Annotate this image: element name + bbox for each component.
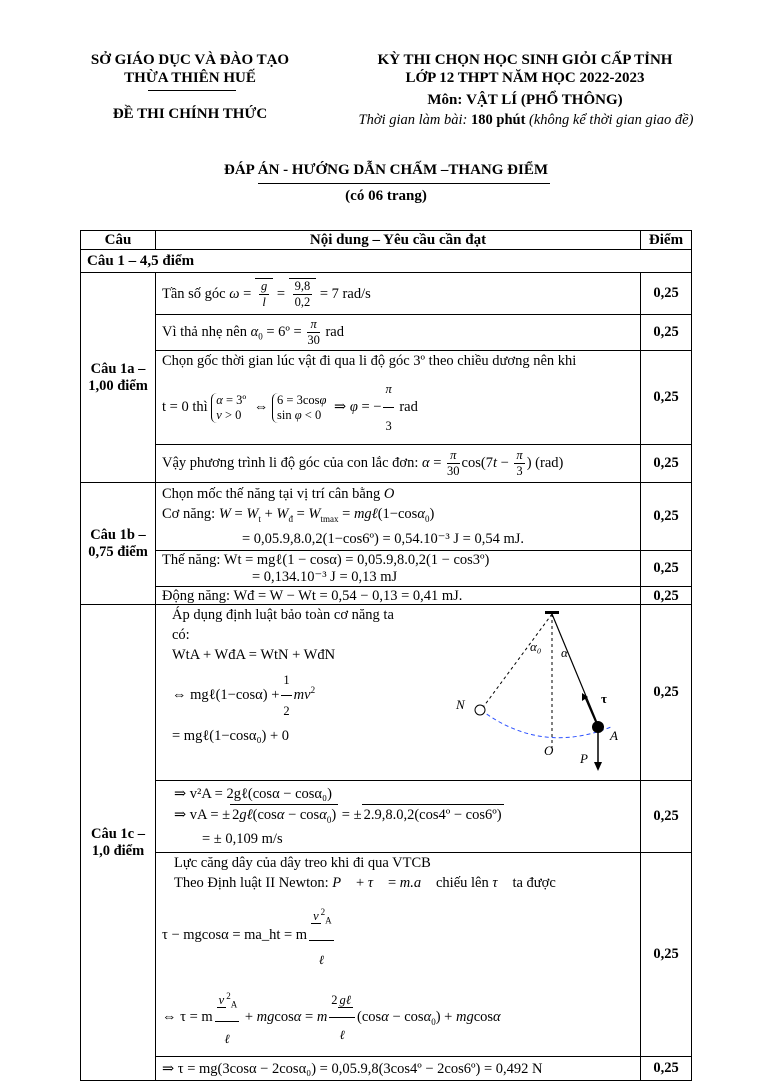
row-unit: rad bbox=[325, 323, 344, 340]
row-content bbox=[156, 551, 641, 587]
row-text: Chọn mốc thế năng tại vị trí cân bằng bbox=[162, 486, 381, 503]
table-header-row bbox=[81, 231, 692, 250]
row-text: τ − mgcosα = ma_ht = m bbox=[162, 927, 308, 944]
row-score: 0,25 bbox=[641, 483, 692, 551]
row-score: 0,25 bbox=[641, 551, 692, 587]
title-underline bbox=[258, 183, 550, 184]
header-divider bbox=[148, 90, 236, 91]
table-row bbox=[81, 551, 692, 587]
row-text: = 0,05.9,8.0,2(1−cos6º) = 0,54.10⁻³ J = 0,54 mJ. bbox=[242, 530, 525, 547]
row-score: 0,25 bbox=[641, 445, 692, 483]
row-text: = mgℓ(1−cosα₀) + 0 bbox=[172, 728, 290, 744]
row-text: có: bbox=[172, 627, 190, 643]
row-text: Vì thả nhẹ nên bbox=[162, 323, 247, 340]
section-row bbox=[81, 250, 692, 273]
subject-line bbox=[320, 92, 730, 109]
col-content: Nội dung – Yêu cầu cần đạt bbox=[156, 231, 641, 250]
question-1b: Câu 1b – 0,75 điểm bbox=[81, 483, 156, 605]
row-var: O bbox=[383, 486, 395, 503]
question-1a: Câu 1a – 1,00 điểm bbox=[81, 273, 156, 483]
row-score: 0,25 bbox=[641, 853, 692, 1057]
table-row bbox=[81, 587, 692, 605]
time-line bbox=[316, 112, 736, 129]
row-text: Vậy phương trình li độ góc của con lắc đơn: bbox=[162, 454, 419, 471]
row-text: Tần số góc bbox=[162, 285, 226, 302]
row-text: chiếu lên bbox=[436, 875, 489, 891]
row-content: Chọn mốc thế năng tại vị trí cân bằng O Cơ năng: $W = W_t + W_đ = W_{tmax}$ = mgℓ(1−cosα$_0$) = 0,05.9,8.0,2(1−cos6º) = 0,54.10⁻³ J = 0,54 mJ. bbox=[156, 483, 641, 551]
col-score: Điểm bbox=[641, 231, 692, 250]
row-text: Theo Định luật II Newton: bbox=[174, 875, 329, 891]
row-text: Chọn gốc thời gian lúc vật đi qua li độ góc 3º theo chiều dương nên khi bbox=[162, 353, 577, 369]
row-content: ⇒ v²A = 2gℓ(cosα − cosα₀) ⇒ vA = ± 2gℓ(cosα − cosα$_0$) = ± 2.9,8.0,2(cos4º − cos6º) = ± 0,109 m/s bbox=[156, 781, 641, 853]
row-text: WtA + WđA = WtN + WđN bbox=[172, 647, 336, 663]
diagram-label-alpha: α bbox=[561, 645, 568, 660]
row-text: ta được bbox=[512, 875, 556, 891]
row-score: 0,25 bbox=[641, 351, 692, 445]
table-row bbox=[81, 351, 692, 445]
row-unit: rad bbox=[399, 398, 418, 415]
row-text: Thế năng: bbox=[162, 551, 221, 568]
table-row bbox=[81, 1057, 692, 1081]
table-row bbox=[81, 445, 692, 483]
row-score: 0,25 bbox=[641, 273, 692, 315]
table-row bbox=[81, 853, 692, 1057]
pendulum-diagram bbox=[441, 605, 631, 781]
row-text: = 0,134.10⁻³ J = 0,13 mJ bbox=[252, 568, 398, 585]
exam-grade: LỚP 12 THPT NĂM HỌC 2022-2023 bbox=[405, 70, 645, 86]
official-exam-label: ĐỀ THI CHÍNH THỨC bbox=[112, 106, 268, 122]
diagram-label-alpha0: α₀ bbox=[530, 639, 542, 654]
page-count: (có 06 trang) bbox=[345, 188, 427, 204]
row-content: Chọn gốc thời gian lúc vật đi qua li độ góc 3º theo chiều dương nên khi t = 0 thì α = 3º v > 0 ⇔ 6 = 3cosφ sin φ < 0 ⇒ φ = − $\frac{\pi}{3}$ rad bbox=[156, 351, 641, 445]
row-text: ⇔ mgℓ(1−cosα) + bbox=[172, 686, 280, 703]
table-row bbox=[81, 483, 692, 551]
row-content: Tần số góc ω = $\frac{g}{l}$ = $\frac{9,8}{0,2}$ = 7 rad/s bbox=[156, 273, 641, 315]
answer-table bbox=[80, 230, 692, 1081]
row-text: t = 0 thì bbox=[162, 398, 208, 415]
time-label: Thời gian làm bài: bbox=[358, 112, 468, 128]
col-question: Câu bbox=[81, 231, 156, 250]
time-note: (không kể thời gian giao đề) bbox=[529, 112, 694, 128]
row-score: 0,25 bbox=[641, 605, 692, 781]
diagram-label-P: P bbox=[580, 751, 588, 766]
row-score: 0,25 bbox=[641, 781, 692, 853]
row-score: 0,25 bbox=[641, 1057, 692, 1081]
row-text: ⇔ τ = m bbox=[162, 1008, 213, 1025]
row-content: Vì thả nhẹ nên $\alpha_0$ = 6º = $\frac{\pi}{30}$ rad bbox=[156, 315, 641, 351]
row-score: 0,25 bbox=[641, 587, 692, 605]
dept-name: SỞ GIÁO DỤC VÀ ĐÀO TẠO bbox=[90, 52, 290, 68]
row-content: Lực căng dây của dây treo khi đi qua VTCB Theo Định luật II Newton: P⃗ + τ⃗ = m.a⃗ chiếu lên τ⃗ ta được τ − mgcosα = ma_ht = m $\frac{v ^2_A}{\text{ℓ}}$ ⇔ τ = m $\frac{v ^2_A}{\text{ℓ}}$ + mgcosα = m $\frac{\text{2 gℓ}}{\text{ℓ}}$ (cosα − cosα$_0$) + mgcosα bbox=[156, 853, 641, 1057]
row-text: Cơ năng: bbox=[162, 506, 216, 523]
row-text: ⇒ vA = ± bbox=[174, 806, 231, 823]
diagram-label-tau: τ bbox=[601, 691, 607, 706]
question-1c: Câu 1c – 1,0 điểm bbox=[81, 605, 156, 1081]
subject-label: Môn: bbox=[427, 92, 463, 108]
table-row bbox=[81, 605, 692, 781]
diagram-label-O: O bbox=[544, 743, 554, 758]
row-text: Lực căng dây của dây treo khi đi qua VTCB bbox=[174, 855, 431, 871]
table-row bbox=[81, 781, 692, 853]
row-content: ⇒ τ = mg(3cosα − 2cosα₀) = 0,05.9,8(3cos4º − 2cos6º) = 0,492 N bbox=[156, 1057, 641, 1081]
row-content: Áp dụng định luật bảo toàn cơ năng ta có: WtA + WđA = WtN + WđN ⇔ mgℓ(1−cosα) + $\frac{1}{2}$ $mv^2$ = mgℓ(1−cosα₀) + 0 α₀ α τ N A O P bbox=[156, 605, 641, 781]
row-text: Áp dụng định luật bảo toàn cơ năng ta bbox=[172, 607, 394, 623]
row-text: Wđ = W − Wt = 0,54 − 0,13 = 0,41 mJ. bbox=[233, 587, 463, 604]
row-content: Vậy phương trình li độ góc của con lắc đơn: α = $\frac{\pi}{30}$ cos(7t − $\frac{\pi}{3}$ ) (rad) bbox=[156, 445, 641, 483]
section-title: Câu 1 – 4,5 điểm bbox=[81, 250, 692, 273]
answer-title: ĐÁP ÁN - HƯỚNG DẪN CHẤM –THANG ĐIỂM bbox=[223, 162, 548, 178]
exam-name: KỲ THI CHỌN HỌC SINH GIỎI CẤP TỈNH bbox=[377, 52, 673, 68]
row-score: 0,25 bbox=[641, 315, 692, 351]
table-row bbox=[81, 273, 692, 315]
row-text: = ± 0,109 m/s bbox=[202, 831, 283, 848]
time-value: 180 phút bbox=[471, 112, 526, 128]
province-name: THỪA THIÊN HUẾ bbox=[124, 70, 256, 86]
table-row bbox=[81, 315, 692, 351]
row-unit: (rad) bbox=[535, 454, 564, 471]
row-text: ⇒ v²A = 2gℓ(cosα − cosα₀) bbox=[174, 785, 332, 802]
row-unit: = 7 rad/s bbox=[319, 285, 371, 302]
row-text: Động năng: bbox=[162, 587, 231, 604]
subject-value: VẬT LÍ (PHỔ THÔNG) bbox=[466, 92, 623, 108]
row-content bbox=[156, 587, 641, 605]
diagram-label-N: N bbox=[456, 697, 465, 712]
row-text: Wt = mgℓ(1 − cosα) = 0,05.9,8.0,2(1 − cos3º) bbox=[223, 551, 490, 568]
diagram-label-A: A bbox=[610, 728, 618, 743]
